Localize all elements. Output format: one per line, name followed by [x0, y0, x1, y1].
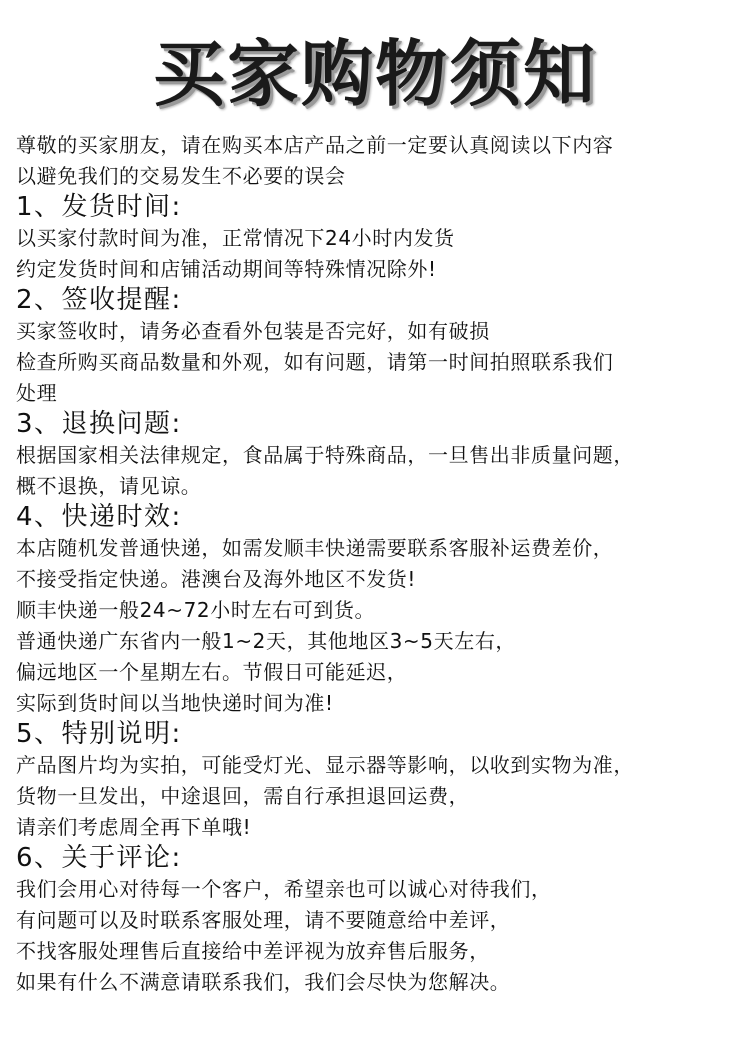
section-delivery-check: [16, 285, 744, 409]
section-heading: 4、快递时效:: [16, 502, 182, 532]
section-line: 检查所购买商品数量和外观，如有问题，请第一时间拍照联系我们: [16, 350, 614, 374]
notice-content: [16, 130, 744, 998]
section-line: 普通快递广东省内一般1~2天，其他地区3~5天左右，: [16, 629, 517, 653]
intro-line: 尊敬的买家朋友，请在购买本店产品之前一定要认真阅读以下内容: [16, 133, 614, 157]
section-returns: [16, 409, 744, 502]
section-line: 我们会用心对待每一个客户，希望亲也可以诚心对待我们，: [16, 877, 552, 901]
section-line: 有问题可以及时联系客服处理，请不要随意给中差评，: [16, 908, 511, 932]
section-line: 不找客服处理售后直接给中差评视为放弃售后服务，: [16, 939, 490, 963]
intro-paragraph: [16, 130, 744, 192]
section-heading: 6、关于评论:: [16, 843, 182, 873]
section-line: 货物一旦发出，中途退回，需自行承担退回运费，: [16, 784, 470, 808]
section-line: 顺丰快递一般24~72小时左右可到货。: [16, 598, 376, 622]
section-line: 实际到货时间以当地快递时间为准!: [16, 691, 334, 715]
intro-line: 以避免我们的交易发生不必要的误会: [16, 164, 346, 188]
section-line: 买家签收时，请务必查看外包装是否完好，如有破损: [16, 319, 490, 343]
section-shipping-time: [16, 192, 744, 285]
section-line: 产品图片均为实拍，可能受灯光、显示器等影响，以收到实物为准，: [16, 753, 634, 777]
section-line: 如果有什么不满意请联系我们，我们会尽快为您解决。: [16, 970, 511, 994]
section-line: 不接受指定快递。港澳台及海外地区不发货!: [16, 567, 417, 591]
section-heading: 3、退换问题:: [16, 409, 182, 439]
page-title: 买家购物须知: [152, 32, 597, 116]
section-line: 本店随机发普通快递，如需发顺丰快递需要联系客服补运费差价，: [16, 536, 614, 560]
section-express-timing: [16, 502, 744, 719]
section-line: 根据国家相关法律规定，食品属于特殊商品，一旦售出非质量问题，: [16, 443, 634, 467]
section-reviews: [16, 843, 744, 998]
section-line: 请亲们考虑周全再下单哦!: [16, 815, 252, 839]
section-line: 约定发货时间和店铺活动期间等特殊情况除外!: [16, 257, 437, 281]
section-line: 以买家付款时间为准，正常情况下24小时内发货: [16, 226, 455, 250]
section-line: 偏远地区一个星期左右。节假日可能延迟，: [16, 660, 408, 684]
section-heading: 5、特别说明:: [16, 719, 182, 749]
section-special-notes: [16, 719, 744, 843]
section-heading: 1、发货时间:: [16, 192, 182, 222]
section-heading: 2、签收提醒:: [16, 285, 182, 315]
section-line: 处理: [16, 381, 58, 405]
section-line: 概不退换，请见谅。: [16, 474, 202, 498]
